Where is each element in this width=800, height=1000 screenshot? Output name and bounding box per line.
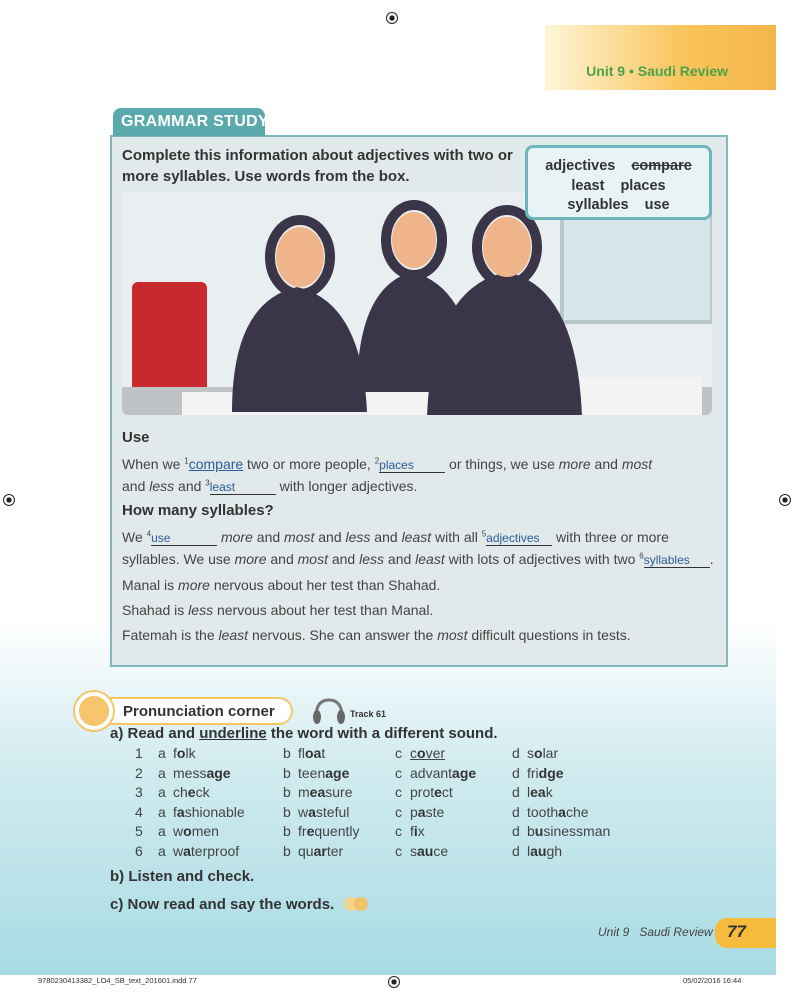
text: most bbox=[621, 456, 653, 472]
text: s bbox=[410, 842, 417, 859]
sound-letters: e bbox=[434, 784, 442, 800]
text: fr bbox=[298, 823, 307, 839]
word-option[interactable] bbox=[527, 804, 589, 820]
text: ct bbox=[441, 784, 453, 800]
headphones-icon[interactable] bbox=[310, 697, 348, 725]
word-option[interactable] bbox=[410, 843, 448, 859]
sound-letters: au bbox=[417, 842, 434, 859]
option-letter: c bbox=[395, 842, 402, 859]
text: more bbox=[558, 456, 591, 472]
example-sentence-2 bbox=[122, 599, 722, 621]
word-places: places bbox=[620, 177, 666, 194]
option-letter: d bbox=[512, 842, 520, 859]
option-letter: d bbox=[512, 745, 520, 761]
option-letter: c bbox=[395, 784, 402, 800]
syllables-heading: How many syllables? bbox=[122, 502, 274, 519]
option-letter: a bbox=[158, 823, 166, 839]
text: ce bbox=[433, 842, 449, 859]
word-grid bbox=[135, 745, 635, 862]
word-option[interactable] bbox=[173, 843, 239, 859]
gap-number: 4 bbox=[146, 529, 152, 539]
text: least bbox=[401, 529, 432, 545]
gap-number: 6 bbox=[639, 551, 644, 561]
text: sure bbox=[325, 784, 353, 800]
sound-letters: o bbox=[176, 745, 186, 761]
text: lk bbox=[185, 745, 196, 761]
speaking-icon bbox=[342, 894, 370, 912]
registration-mark-icon bbox=[3, 494, 15, 506]
sound-letters: age bbox=[325, 764, 350, 781]
text: mess bbox=[173, 764, 207, 781]
word-row bbox=[135, 765, 635, 785]
answer-6[interactable]: syllables bbox=[644, 554, 710, 568]
text: with three or more bbox=[552, 529, 669, 545]
text: advant bbox=[410, 764, 453, 781]
text: less bbox=[359, 551, 385, 567]
text: less bbox=[188, 602, 214, 618]
text: syllables. We use bbox=[122, 551, 235, 567]
option-letter: c bbox=[395, 764, 402, 781]
grammar-instruction: Complete this information about adjectives with two or more syllables. Use words from the box. bbox=[122, 147, 513, 185]
word-option[interactable] bbox=[173, 823, 219, 839]
text: and bbox=[314, 529, 346, 545]
answer-3[interactable]: least bbox=[210, 481, 276, 495]
option-letter: b bbox=[283, 803, 291, 820]
text: and bbox=[122, 478, 150, 494]
gap-number: 3 bbox=[205, 478, 210, 488]
unit-title: Unit 9 • Saudi Review bbox=[586, 63, 728, 79]
use-paragraph bbox=[122, 453, 722, 497]
grammar-study-tab: GRAMMAR STUDY bbox=[113, 108, 265, 136]
option-letter: b bbox=[283, 745, 291, 761]
text: We bbox=[122, 529, 147, 545]
text: ter bbox=[326, 842, 344, 859]
text: s bbox=[527, 745, 534, 761]
text: more bbox=[178, 577, 210, 593]
option-letter: b bbox=[283, 764, 291, 781]
question-c: c) Now read and say the words. bbox=[110, 896, 335, 913]
text: with lots of adjectives with two bbox=[444, 551, 640, 567]
word-option[interactable] bbox=[527, 843, 562, 859]
sound-letters: oa bbox=[305, 745, 322, 761]
text: least bbox=[218, 627, 249, 643]
text: fl bbox=[298, 745, 305, 761]
text: with all bbox=[431, 529, 482, 545]
text: and bbox=[590, 456, 622, 472]
text: nervous about her test than Manal. bbox=[213, 602, 434, 618]
text: teen bbox=[298, 764, 326, 781]
word-option[interactable] bbox=[527, 765, 564, 781]
text: steful bbox=[315, 803, 350, 820]
option-letter: b bbox=[283, 842, 291, 859]
pronunciation-circle bbox=[75, 692, 113, 730]
text: most bbox=[284, 529, 315, 545]
question-c-line bbox=[110, 894, 370, 913]
text: k bbox=[545, 784, 553, 800]
example-sentence-3 bbox=[122, 624, 722, 646]
word-option[interactable] bbox=[410, 784, 453, 800]
text: fri bbox=[527, 764, 539, 781]
sound-letters: o bbox=[417, 745, 426, 761]
text: w bbox=[298, 803, 309, 820]
text: lar bbox=[542, 745, 559, 761]
text: l bbox=[527, 842, 531, 859]
text: less bbox=[149, 478, 175, 494]
classroom-illustration bbox=[122, 192, 712, 415]
text: two or more people, bbox=[243, 456, 375, 472]
option-letter: d bbox=[512, 823, 520, 839]
option-letter: b bbox=[283, 823, 291, 839]
text: and bbox=[370, 529, 402, 545]
word-option[interactable] bbox=[410, 765, 476, 781]
text: and bbox=[174, 478, 206, 494]
text: and bbox=[252, 529, 285, 545]
text: and bbox=[266, 551, 298, 567]
sound-letters: a bbox=[417, 803, 426, 820]
text: c bbox=[410, 745, 417, 761]
text: Shahad is bbox=[122, 602, 189, 618]
word-option[interactable] bbox=[527, 823, 610, 839]
sound-letters: ea bbox=[309, 784, 326, 800]
option-letter: d bbox=[512, 784, 520, 800]
footer-unit: Unit 9 Saudi Review bbox=[598, 925, 713, 939]
text: nervous about her test than Shahad. bbox=[209, 577, 441, 593]
sound-letters: a bbox=[558, 803, 566, 820]
option-letter: c bbox=[395, 745, 402, 761]
option-letter: d bbox=[512, 803, 520, 820]
word-syllables: syllables bbox=[567, 197, 629, 213]
text: sinessman bbox=[543, 823, 611, 839]
slug-right: 05/02/2016 16:44 bbox=[683, 976, 742, 985]
option-letter: c bbox=[395, 823, 402, 839]
row-number: 6 bbox=[135, 842, 143, 859]
option-letter: a bbox=[158, 764, 166, 781]
word-option[interactable] bbox=[173, 784, 210, 800]
text: tooth bbox=[527, 803, 559, 820]
text: ch bbox=[173, 784, 188, 800]
text: more bbox=[220, 529, 253, 545]
text: ste bbox=[425, 803, 445, 820]
text: terproof bbox=[190, 842, 240, 859]
text: b bbox=[527, 823, 535, 839]
header-strip bbox=[545, 25, 776, 90]
word-row bbox=[135, 784, 635, 804]
word-adjectives: adjectives bbox=[545, 158, 616, 174]
question-a bbox=[110, 725, 498, 742]
row-number: 2 bbox=[135, 764, 143, 781]
sound-letters: a bbox=[176, 803, 185, 820]
gap-number: 1 bbox=[184, 456, 189, 466]
option-letter: a bbox=[158, 803, 166, 820]
word-option[interactable] bbox=[410, 804, 444, 820]
sound-letters: e bbox=[187, 784, 196, 800]
text: the word with a different sound. bbox=[266, 725, 498, 742]
registration-mark-icon bbox=[386, 12, 398, 24]
text: difficult questions in tests. bbox=[467, 627, 631, 643]
word-option[interactable] bbox=[527, 784, 553, 800]
text: m bbox=[298, 784, 310, 800]
text: qu bbox=[298, 842, 314, 859]
word-row bbox=[135, 823, 635, 843]
word-compare-crossed: compare bbox=[631, 158, 692, 174]
row-number: 1 bbox=[135, 745, 143, 761]
word-option[interactable] bbox=[298, 823, 360, 839]
word-use: use bbox=[644, 197, 670, 213]
text: l bbox=[527, 784, 531, 800]
gap-number: 5 bbox=[481, 529, 487, 539]
option-letter: a bbox=[158, 842, 166, 859]
row-number: 5 bbox=[135, 823, 143, 839]
track-number: Track 61 bbox=[350, 709, 387, 719]
sound-letters: o bbox=[183, 823, 192, 839]
word-option[interactable] bbox=[173, 765, 231, 781]
sound-letters: i bbox=[413, 823, 418, 839]
registration-mark-icon bbox=[388, 976, 400, 988]
text: with longer adjectives. bbox=[275, 478, 418, 494]
text: prot bbox=[410, 784, 435, 800]
word-option[interactable] bbox=[410, 745, 445, 761]
question-b: b) Listen and check. bbox=[110, 868, 255, 885]
sound-letters: ea bbox=[530, 784, 546, 800]
sound-letters: age bbox=[452, 764, 477, 781]
sound-letters: ar bbox=[313, 842, 327, 859]
row-number: 3 bbox=[135, 784, 143, 800]
option-letter: b bbox=[283, 784, 291, 800]
sound-letters: dge bbox=[538, 764, 564, 781]
sound-letters: au bbox=[530, 842, 547, 859]
text: underline bbox=[199, 725, 267, 742]
classroom-image bbox=[122, 192, 712, 415]
word-option[interactable] bbox=[298, 784, 352, 800]
example-sentence-1 bbox=[122, 574, 722, 596]
word-row bbox=[135, 804, 635, 824]
text: f bbox=[410, 823, 414, 839]
option-letter: a bbox=[158, 745, 166, 761]
text: Fatemah is the bbox=[122, 627, 219, 643]
text: and bbox=[327, 551, 360, 567]
text: least bbox=[415, 551, 445, 567]
sound-letters: a bbox=[308, 803, 316, 820]
text: a) Read and bbox=[110, 725, 200, 742]
text: . bbox=[709, 551, 714, 567]
text: ver bbox=[425, 745, 446, 761]
text: quently bbox=[314, 823, 360, 839]
text: w bbox=[173, 823, 184, 839]
word-option[interactable] bbox=[298, 765, 349, 781]
word-row bbox=[135, 745, 635, 765]
text: t bbox=[321, 745, 326, 761]
text: f bbox=[173, 745, 177, 761]
answer-2[interactable]: places bbox=[379, 459, 445, 473]
text: less bbox=[345, 529, 371, 545]
text: and bbox=[384, 551, 416, 567]
option-letter: a bbox=[158, 784, 166, 800]
syllables-paragraph bbox=[122, 526, 722, 570]
row-number: 4 bbox=[135, 803, 143, 820]
registration-mark-icon bbox=[779, 494, 791, 506]
sound-letters: a bbox=[183, 842, 191, 859]
gap-number: 2 bbox=[374, 456, 380, 466]
pronunciation-corner-title: Pronunciation corner bbox=[77, 697, 293, 725]
text: x bbox=[417, 823, 425, 839]
text: men bbox=[191, 823, 219, 839]
text: w bbox=[173, 842, 184, 859]
text: p bbox=[410, 803, 418, 820]
word-option[interactable] bbox=[298, 843, 343, 859]
text: f bbox=[173, 803, 177, 820]
answer-5[interactable]: adjectives bbox=[486, 532, 552, 546]
text: che bbox=[565, 803, 589, 820]
word-least: least bbox=[571, 177, 605, 194]
slug-left: 9780230413382_LO4_SB_text_201601.indd 77 bbox=[38, 976, 197, 985]
word-option[interactable] bbox=[298, 745, 325, 761]
word-option[interactable] bbox=[410, 823, 425, 839]
text: more bbox=[234, 551, 267, 567]
text: most bbox=[297, 551, 328, 567]
sound-letters: o bbox=[534, 745, 543, 761]
answer-4[interactable]: use bbox=[151, 532, 217, 546]
sound-letters: e bbox=[306, 823, 315, 839]
text: gh bbox=[546, 842, 563, 859]
text: ck bbox=[195, 784, 210, 800]
use-heading: Use bbox=[122, 429, 150, 446]
sound-letters: age bbox=[206, 764, 231, 781]
text: Manal is bbox=[122, 577, 179, 593]
option-letter: d bbox=[512, 764, 520, 781]
sound-letters: u bbox=[534, 823, 544, 839]
text: nervous. She can answer the bbox=[248, 627, 438, 643]
grammar-text bbox=[122, 428, 722, 649]
word-row bbox=[135, 843, 635, 863]
page-number: 77 bbox=[715, 918, 776, 948]
text: most bbox=[437, 627, 468, 643]
word-option[interactable] bbox=[298, 804, 349, 820]
word-option[interactable] bbox=[173, 745, 196, 761]
answer-1[interactable]: compare bbox=[188, 456, 244, 472]
word-option[interactable] bbox=[173, 804, 245, 820]
text: or things, we use bbox=[445, 456, 559, 472]
option-letter: c bbox=[395, 803, 402, 820]
text: When we bbox=[122, 456, 185, 472]
text: shionable bbox=[184, 803, 245, 820]
word-box bbox=[525, 145, 712, 220]
word-option[interactable] bbox=[527, 745, 558, 761]
